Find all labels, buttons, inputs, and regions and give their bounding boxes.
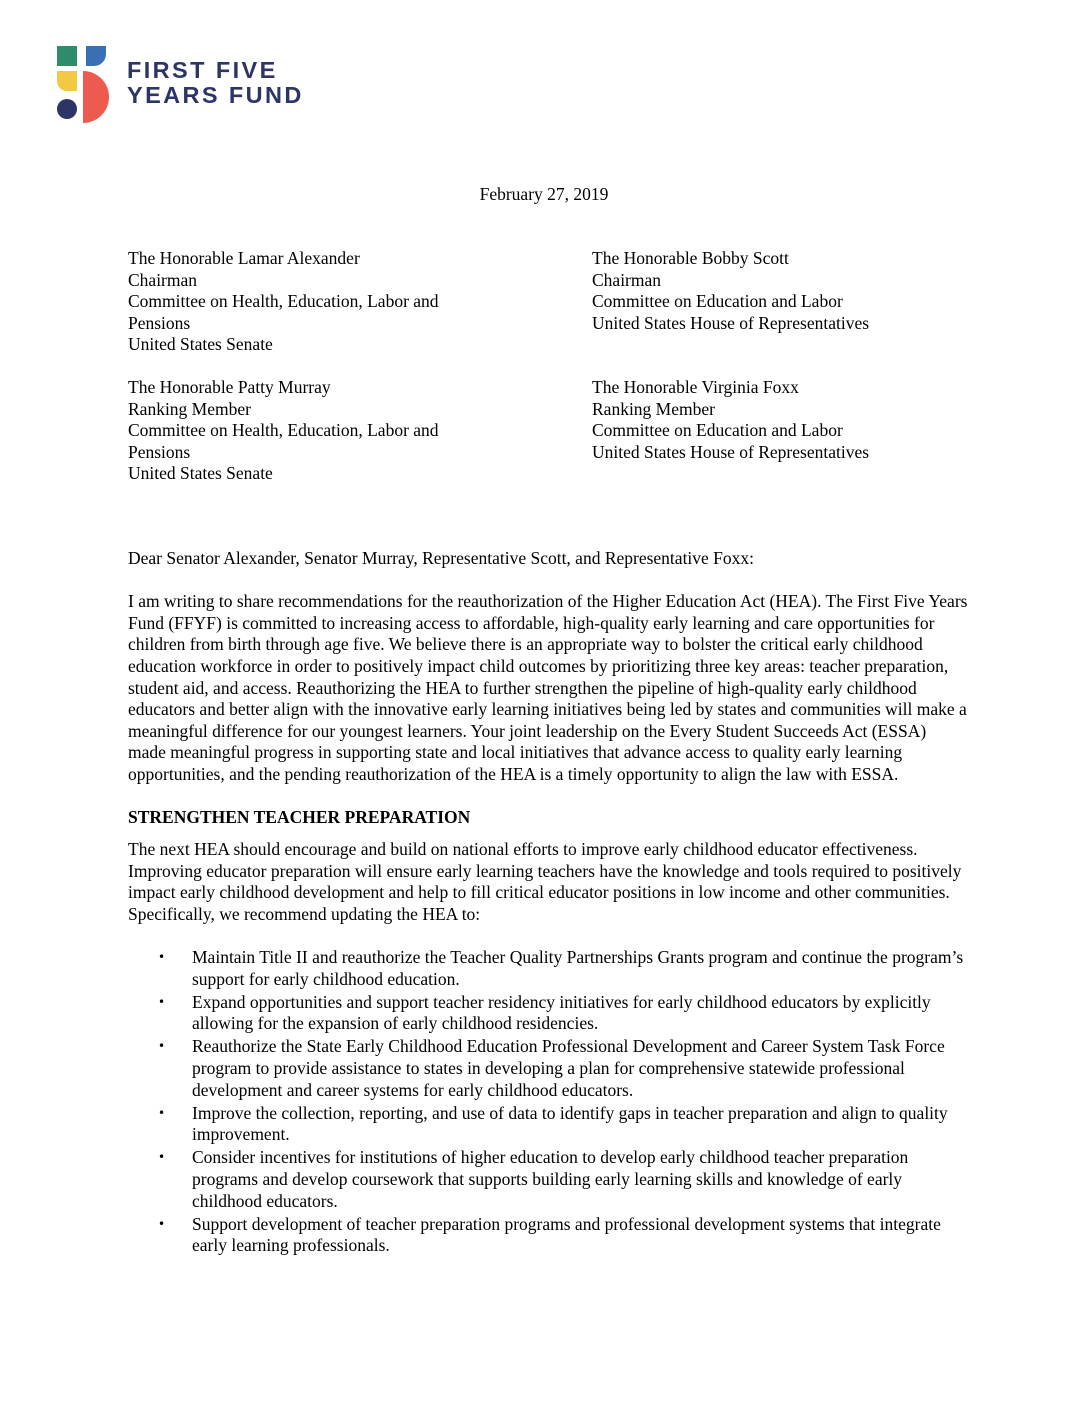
logo-navy-dot	[57, 99, 77, 119]
addressee-line: The Honorable Patty Murray	[128, 377, 331, 397]
logo-red-shape	[83, 71, 109, 123]
bullet-icon: •	[158, 950, 166, 965]
addressee-line: Committee on Education and Labor	[592, 420, 843, 440]
logo-yellow-shape	[57, 71, 77, 91]
addressee-line: Chairman	[128, 269, 198, 290]
section-lead-paragraph: The next HEA should encourage and build on national efforts to improve early childhood educator effectiveness. Improving educator preparation will ensure early learning teachers have the knowledge and tools required to positively impact early childhood development and help to fill critical educator positions in low income and other communities. Specifically, we recommend updating the HEA to:	[128, 839, 962, 924]
addressee-scott	[592, 248, 869, 334]
list-item-text: Support development of teacher preparation programs and professional development systems that integrate early learning professionals.	[192, 1213, 941, 1256]
addressee-alexander	[128, 248, 439, 356]
addressee-murray	[128, 377, 439, 485]
addressee-line: United States House of Representatives	[592, 441, 870, 462]
list-item-text: Expand opportunities and support teacher residency initiatives for early childhood educators by explicitly allowing for the expansion of early childhood residencies.	[192, 991, 931, 1034]
addressee-line: United States Senate	[128, 463, 273, 483]
addressee-line: Committee on Health, Education, Labor and	[128, 420, 439, 440]
addressee-line: United States House of Representatives	[592, 312, 870, 333]
list-item-text: Maintain Title II and reauthorize the Teacher Quality Partnerships Grants program and continue the program’s support for early childhood education.	[192, 947, 964, 989]
bullet-icon: •	[158, 1216, 166, 1231]
letter-body	[128, 548, 968, 1258]
list-item-text: Consider incentives for institutions of higher education to develop early childhood teacher preparation programs and develop coursework that supports building early learning skills and knowledge of early childhood educators.	[192, 1147, 909, 1211]
addressee-line: Chairman	[592, 269, 662, 290]
addressee-line: Pensions	[128, 312, 191, 333]
list-item-text: Reauthorize the State Early Childhood Education Professional Development and Career System Task Force program to provide assistance to states in developing a plan for comprehensive statewide professional development and career systems for early childhood educators.	[192, 1036, 945, 1100]
logo-green-square	[57, 46, 77, 66]
list-item	[128, 1103, 968, 1146]
addressee-foxx	[592, 377, 869, 463]
addressee-line: Ranking Member	[592, 398, 715, 419]
addressee-line: Ranking Member	[128, 398, 251, 419]
addressee-line: The Honorable Lamar Alexander	[128, 248, 360, 268]
first-five-years-fund-logo	[55, 44, 325, 124]
logo-blue-shape	[86, 46, 106, 66]
addressee-line: Pensions	[128, 441, 191, 462]
addressee-line: Committee on Education and Labor	[592, 291, 843, 311]
list-item	[128, 1036, 968, 1101]
bullet-icon: •	[158, 1150, 166, 1165]
list-item	[128, 1214, 968, 1257]
list-item	[128, 947, 968, 990]
addressee-line: The Honorable Bobby Scott	[592, 248, 789, 268]
addressee-line: United States Senate	[128, 334, 273, 354]
bullet-icon: •	[158, 1039, 166, 1054]
logo-line-1: FIRST FIVE	[127, 57, 278, 83]
list-item-text: Improve the collection, reporting, and use of data to identify gaps in teacher preparation and align to quality improvement.	[192, 1102, 948, 1145]
list-item	[128, 1147, 968, 1212]
intro-paragraph: I am writing to share recommendations for the reauthorization of the Higher Education Act (HEA). The First Five Years Fund (FFYF) is committed to increasing access to affordable, high-quality early learning and care opportunities for children from birth through age five. We believe there is an appropriate way to bolster the critical early childhood education workforce in order to positively impact child outcomes by prioritizing three key areas: teacher preparation, student aid, and access. Reauthorizing the HEA to further strengthen the pipeline of high-quality early childhood educators and better align with the innovative early learning initiatives being led by states and communities will make a meaningful difference for our youngest learners. Your joint leadership on the Every Student Succeeds Act (ESSA) made meaningful progress in supporting state and local initiatives that advance access to quality early learning opportunities, and the pending reauthorization of the HEA is a timely opportunity to align the law with ESSA.	[128, 591, 968, 784]
logo-mark-icon	[55, 44, 111, 124]
recommendation-list	[128, 947, 968, 1257]
salutation: Dear Senator Alexander, Senator Murray, Representative Scott, and Representative Foxx:	[128, 548, 755, 568]
bullet-icon: •	[158, 994, 166, 1009]
bullet-icon: •	[158, 1105, 166, 1120]
logo-wordmark	[127, 58, 304, 108]
section-heading: STRENGTHEN TEACHER PREPARATION	[128, 806, 471, 827]
logo-line-2: YEARS FUND	[127, 82, 304, 108]
addressee-line: The Honorable Virginia Foxx	[592, 377, 799, 397]
letter-date: February 27, 2019	[479, 184, 609, 204]
list-item	[128, 992, 968, 1035]
addressee-line: Committee on Health, Education, Labor and	[128, 291, 439, 311]
